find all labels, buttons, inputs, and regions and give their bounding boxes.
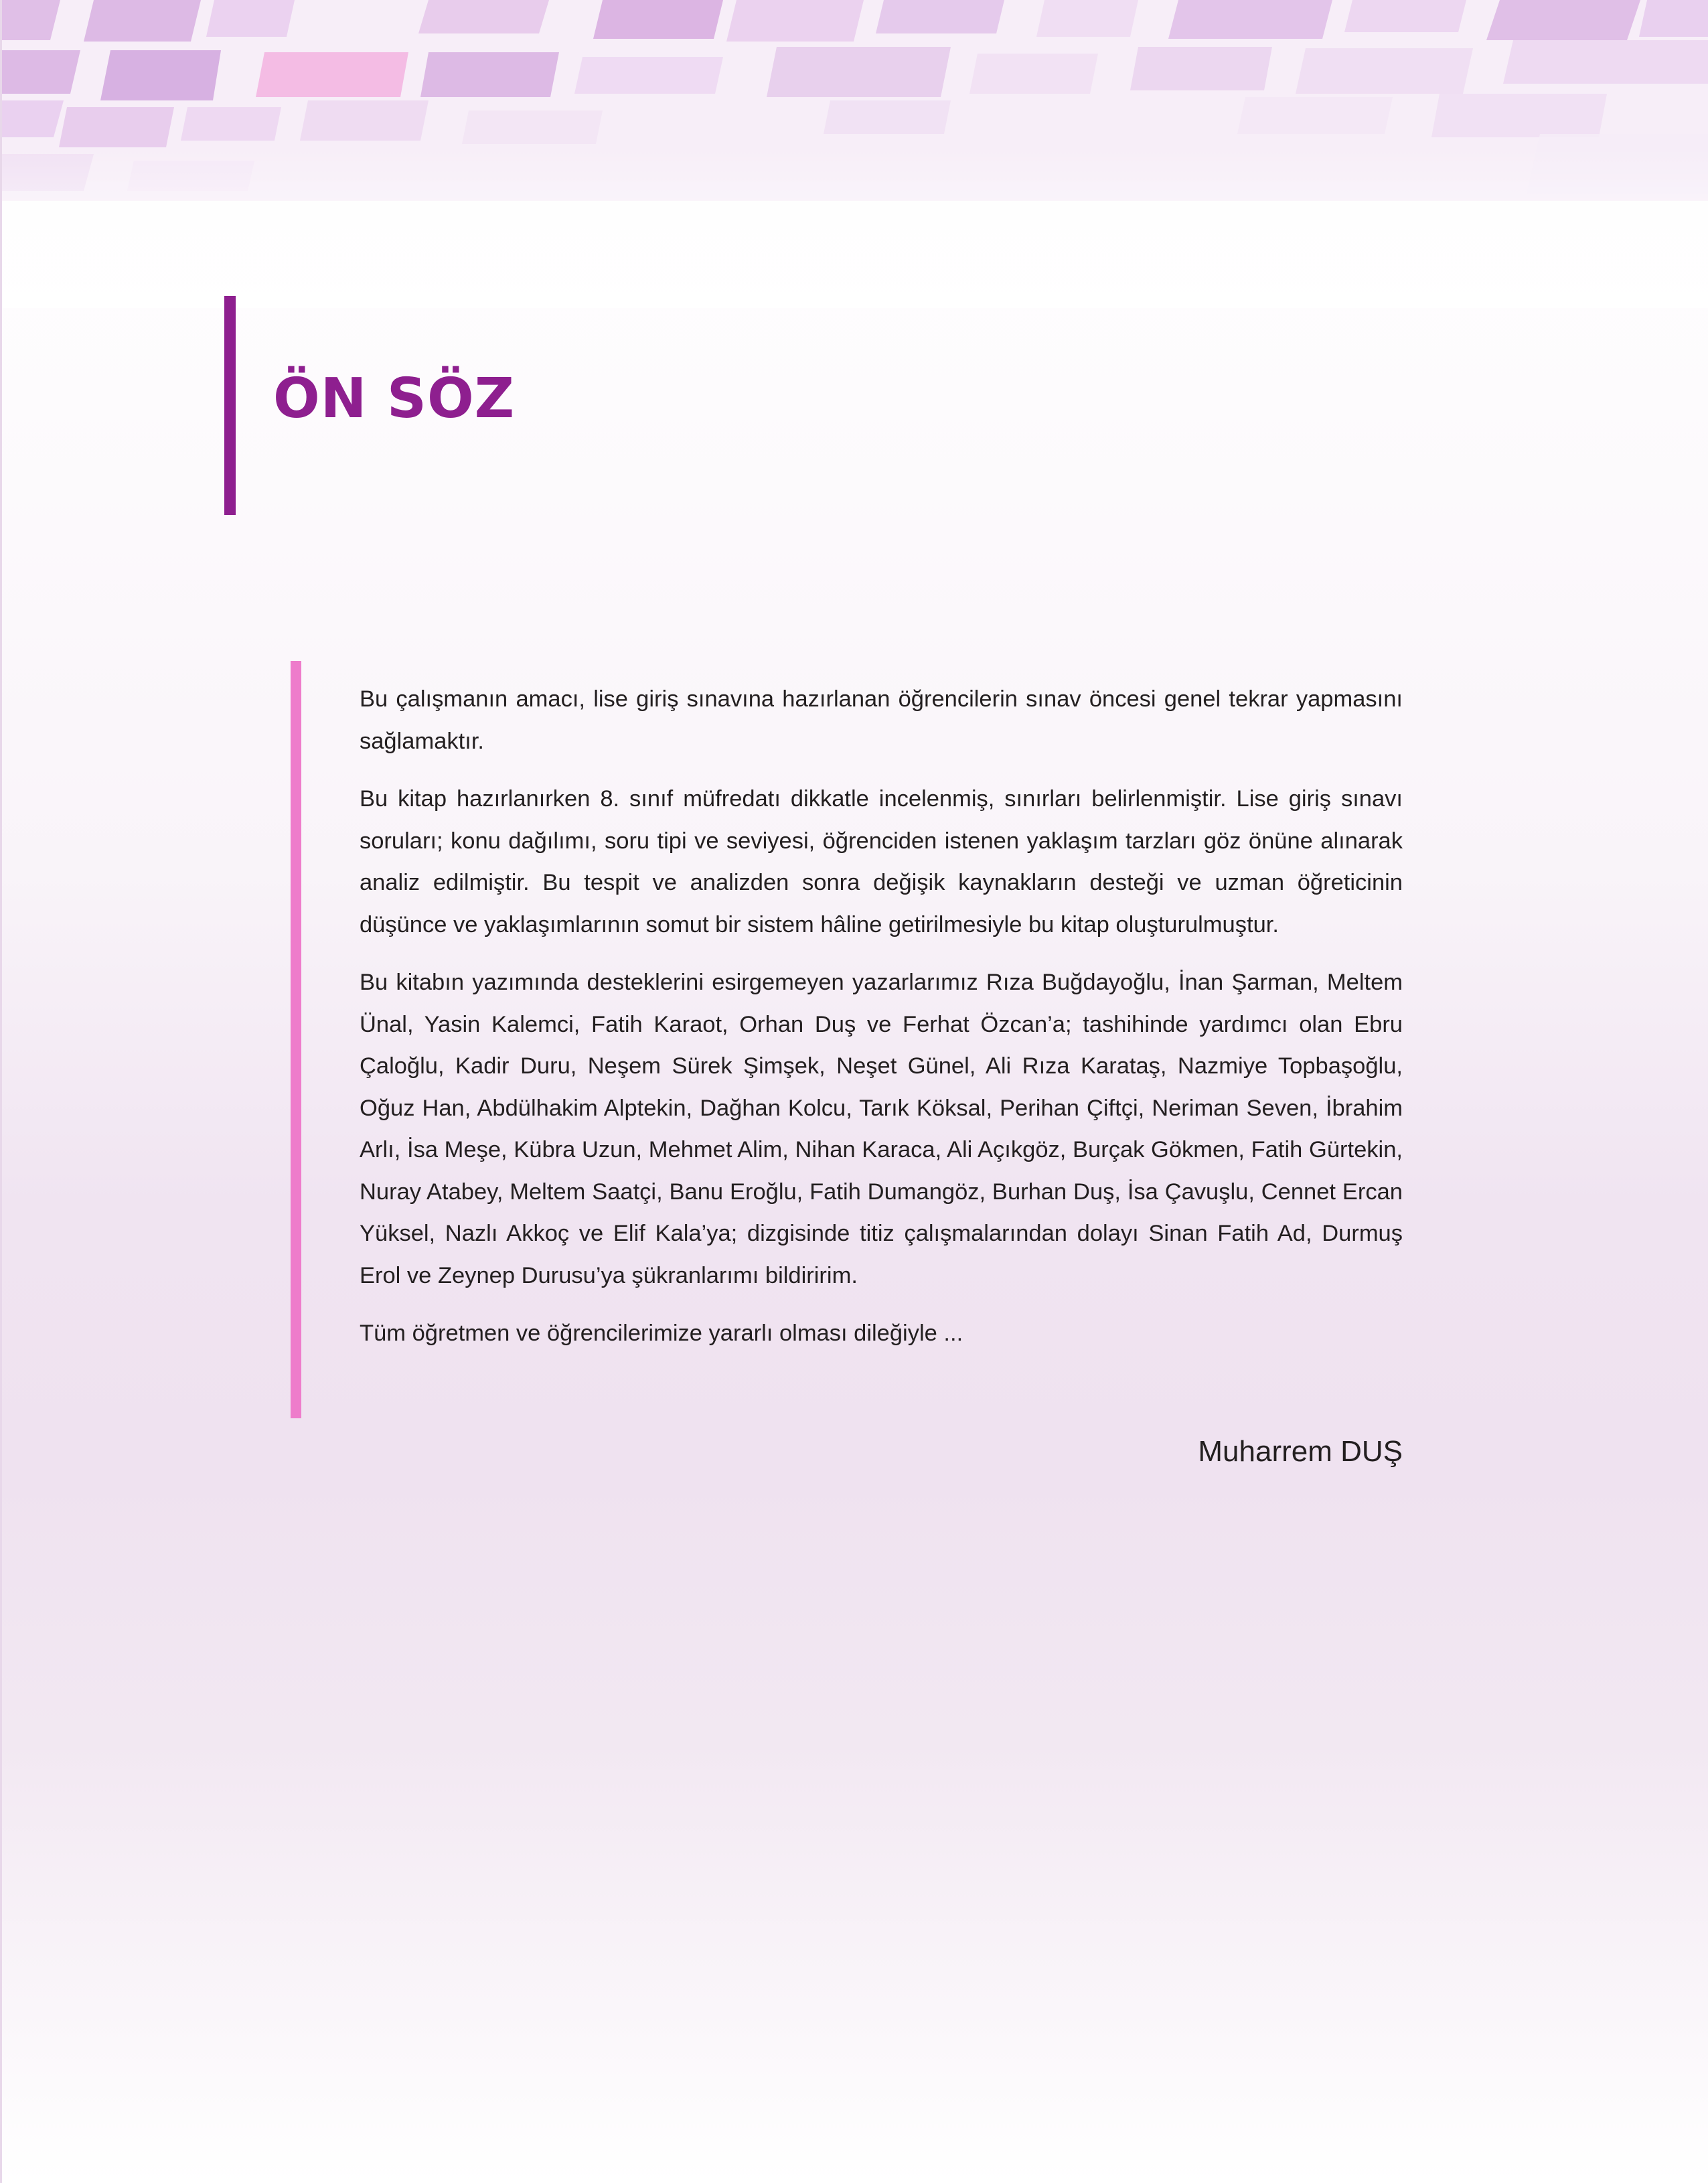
- title-accent-bar: [224, 296, 236, 515]
- body-accent-bar: [291, 661, 301, 1418]
- page-title: ÖN SÖZ: [273, 367, 516, 431]
- paragraph-1: Bu çalışmanın amacı, lise giriş sınavına hazırlanan öğrencilerin sınav öncesi genel tekrar yapmasını sağlamaktır.: [360, 686, 1403, 754]
- author-signature: Muharrem DUŞ: [1198, 1435, 1403, 1468]
- paragraph-4: Tüm öğretmen ve öğrencilerimize yararlı olması dileğiyle ...: [360, 1321, 963, 1346]
- paragraph-2: Bu kitap hazırlanırken 8. sınıf müfredatı dikkatle incelenmiş, sınırları belirlenmiştir. Lise giriş sınavı soruları; konu dağılımı, soru tipi ve seviyesi, öğrenciden istenen yaklaşım tarzları göz önüne alınarak analiz edilmiştir. Bu tespit ve analizden sonra değişik kaynakların desteği ve uzman öğreticinin düşünce ve yaklaşımlarının somut bir sistem hâline getirilmesiyle bu kitap oluşturulmuştur.: [360, 786, 1403, 937]
- paragraph-3: Bu kitabın yazımında desteklerini esirgemeyen yazarlarımız Rıza Buğdayoğlu, İnan Şarman, Meltem Ünal, Yasin Kalemci, Fatih Karaot, Orhan Duş ve Ferhat Özcan’a; tashihinde yardımcı olan Ebru Çaloğlu, Kadir Duru, Neşem Sürek Şimşek, Neşet Günel, Ali Rıza Karataş, Nazmiye Topbaşoğlu, Oğuz Han, Abdülhakim Alptekin, Dağhan Kolcu, Tarık Köksal, Perihan Çiftçi, Neriman Seven, İbrahim Arlı, İsa Meşe, Kübra Uzun, Mehmet Alim, Nihan Karaca, Ali Açıkgöz, Burçak Gökmen, Fatih Gürtekin, Nuray Atabey, Meltem Saatçi, Banu Eroğlu, Fatih Dumangöz, Burhan Duş, İsa Çavuşlu, Cennet Ercan Yüksel, Nazlı Akkoç ve Elif Kala’ya; dizgisinde titiz çalışmalarından dolayı Sinan Fatih Ad, Durmuş Erol ve Zeynep Durusu’ya şükranlarımı bildiririm.: [360, 970, 1403, 1288]
- left-edge-line: [0, 0, 2, 2183]
- preface-body: [360, 678, 1403, 1371]
- header-decoration: [0, 0, 1708, 308]
